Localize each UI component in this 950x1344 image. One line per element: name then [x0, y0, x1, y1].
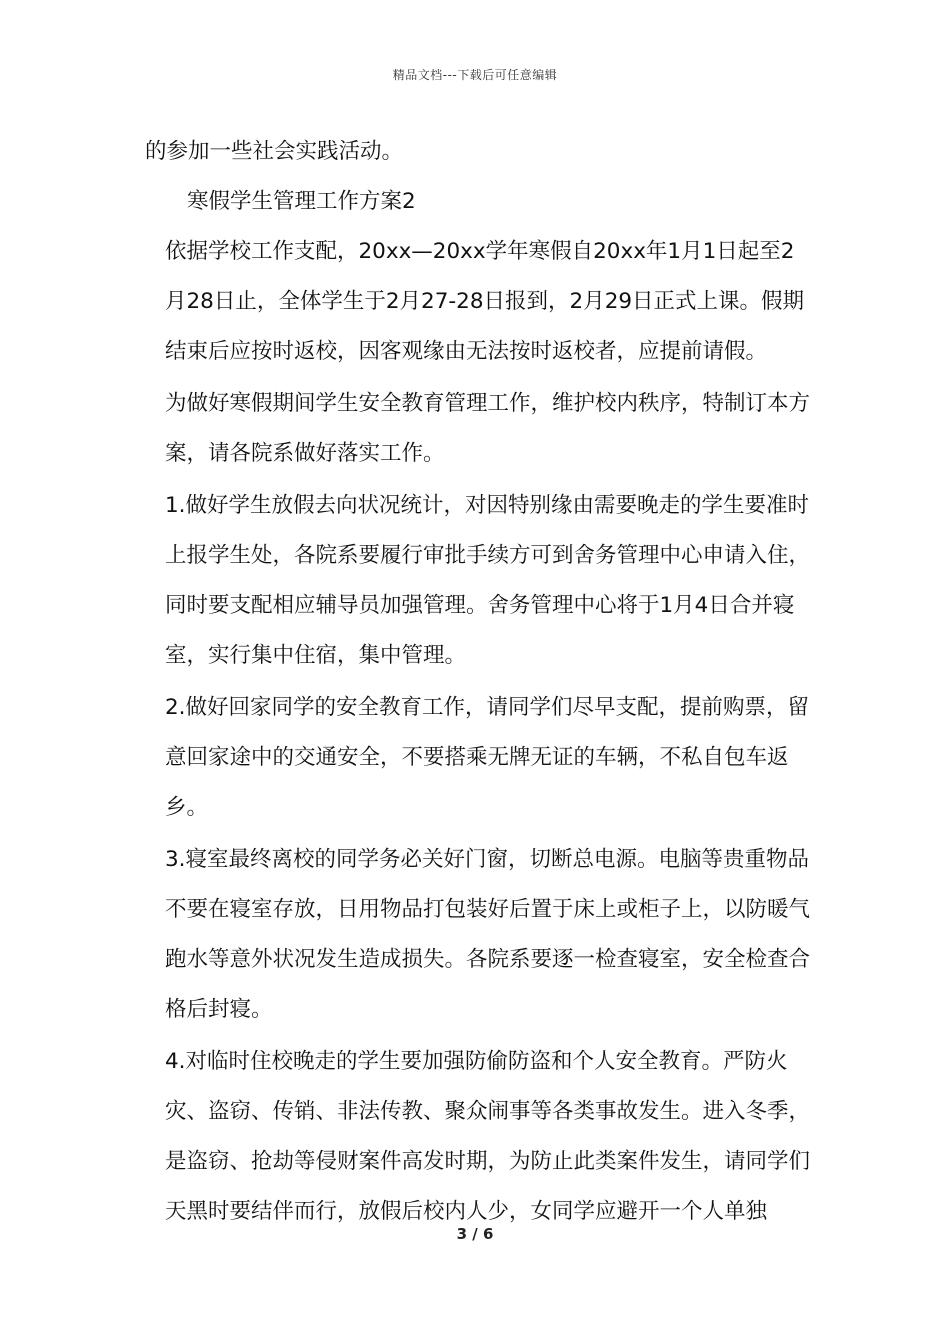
- section-title: 寒假学生管理工作方案2: [187, 189, 416, 214]
- paragraph-purpose: 为做好寒假期间学生安全教育管理工作，维护校内秩序，特制订本方案，请各院系做好落实工作。: [165, 391, 811, 466]
- page-number: 3 / 6: [456, 1225, 494, 1243]
- document-body: [145, 127, 813, 1237]
- paragraph-item-2: 2.做好回家同学的安全教育工作，请同学们尽早支配，提前购票，留意回家途中的交通安全，不要搭乘无牌无证的车辆，不私自包车返乡。: [165, 695, 810, 820]
- paragraph-item-3: 3.寝室最终离校的同学务必关好门窗，切断总电源。电脑等贵重物品不要在寝室存放，日用物品打包装好后置于床上或柜子上，以防暖气跑水等意外状况发生造成损失。各院系要逐一检查寝室，安全检查合格后封寝。: [165, 847, 811, 1022]
- paragraph-item-1: 1.做好学生放假去向状况统计，对因特别缘由需要晚走的学生要准时上报学生处，各院系要履行审批手续方可到舍务管理中心申请入住，同时要支配相应辅导员加强管理。舍务管理中心将于1月4日合并寝室，实行集中住宿，集中管理。: [165, 493, 811, 668]
- paragraph-continuation: 的参加一些社会实践活动。: [145, 139, 404, 164]
- paragraph-schedule: 依据学校工作支配，20xx—20xx学年寒假自20xx年1月1日起至2月28日止，全体学生于2月27-28日报到，2月29日正式上课。假期结束后应按时返校，因客观缘由无法按时返校者，应提前请假。: [165, 239, 805, 364]
- paragraph-item-4: 4.对临时住校晚走的学生要加强防偷防盗和个人安全教育。严防火灾、盗窃、传销、非法传教、聚众闹事等各类事故发生。进入冬季，是盗窃、抢劫等侵财案件高发时期，为防止此类案件发生，请同学们天黑时要结伴而行，放假后校内人少，女同学应避开一个人单独: [165, 1049, 811, 1224]
- page-header: 精品文档---下载后可任意编辑: [392, 68, 558, 82]
